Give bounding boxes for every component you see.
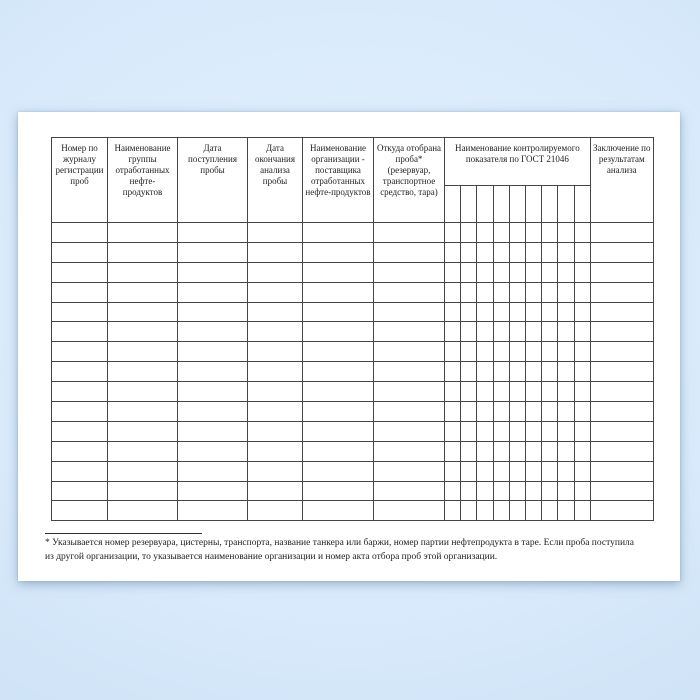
body-cell <box>178 501 248 521</box>
body-cell <box>590 302 653 322</box>
indicator-subheader-cell <box>525 186 541 223</box>
body-cell <box>303 501 374 521</box>
body-cell <box>374 282 445 302</box>
body-cell <box>525 242 541 262</box>
body-cell <box>525 282 541 302</box>
body-cell <box>303 223 374 243</box>
body-cell <box>178 362 248 382</box>
body-cell <box>493 382 509 402</box>
body-cell <box>477 481 493 501</box>
body-cell <box>52 382 108 402</box>
body-cell <box>52 461 108 481</box>
body-cell <box>590 342 653 362</box>
body-cell <box>525 421 541 441</box>
body-cell <box>525 302 541 322</box>
body-cell <box>477 501 493 521</box>
body-cell <box>558 362 574 382</box>
body-cell <box>509 223 525 243</box>
body-cell <box>590 322 653 342</box>
body-cell <box>374 342 445 362</box>
header-cell-analysis-end-date: Дата окончания анализа пробы <box>248 138 303 223</box>
table-row <box>52 441 654 461</box>
body-cell <box>590 282 653 302</box>
body-cell <box>558 262 574 282</box>
body-cell <box>542 382 558 402</box>
body-cell <box>542 262 558 282</box>
body-cell <box>525 362 541 382</box>
body-cell <box>590 481 653 501</box>
body-cell <box>108 421 178 441</box>
body-cell <box>178 223 248 243</box>
body-cell <box>445 501 461 521</box>
body-cell <box>178 382 248 402</box>
body-cell <box>590 382 653 402</box>
body-cell <box>477 441 493 461</box>
body-cell <box>493 441 509 461</box>
body-cell <box>525 223 541 243</box>
table-row <box>52 223 654 243</box>
body-cell <box>52 501 108 521</box>
body-cell <box>542 282 558 302</box>
body-cell <box>445 302 461 322</box>
body-cell <box>558 481 574 501</box>
body-cell <box>108 342 178 362</box>
body-cell <box>108 402 178 422</box>
body-cell <box>477 223 493 243</box>
body-cell <box>574 421 590 441</box>
body-cell <box>542 481 558 501</box>
body-cell <box>574 342 590 362</box>
body-cell <box>461 322 477 342</box>
indicator-subheader-cell <box>509 186 525 223</box>
body-cell <box>374 382 445 402</box>
table-row <box>52 342 654 362</box>
body-cell <box>461 441 477 461</box>
body-cell <box>248 402 303 422</box>
indicator-subheader-cell <box>558 186 574 223</box>
body-cell <box>374 441 445 461</box>
body-cell <box>477 382 493 402</box>
table-row <box>52 501 654 521</box>
body-cell <box>108 242 178 262</box>
body-cell <box>303 461 374 481</box>
body-cell <box>525 322 541 342</box>
body-cell <box>477 322 493 342</box>
body-cell <box>374 262 445 282</box>
body-cell <box>445 382 461 402</box>
body-cell <box>590 242 653 262</box>
body-cell <box>461 461 477 481</box>
body-cell <box>558 421 574 441</box>
body-cell <box>445 342 461 362</box>
body-cell <box>178 481 248 501</box>
body-cell <box>445 242 461 262</box>
body-cell <box>461 242 477 262</box>
body-cell <box>542 402 558 422</box>
body-cell <box>248 342 303 362</box>
body-cell <box>445 461 461 481</box>
table-row <box>52 362 654 382</box>
body-cell <box>509 282 525 302</box>
body-cell <box>558 501 574 521</box>
body-cell <box>525 441 541 461</box>
body-cell <box>248 242 303 262</box>
body-cell <box>445 322 461 342</box>
body-cell <box>52 262 108 282</box>
body-cell <box>52 322 108 342</box>
table-row <box>52 402 654 422</box>
body-cell <box>445 362 461 382</box>
body-cell <box>445 402 461 422</box>
body-cell <box>178 242 248 262</box>
indicator-subheader-cell <box>574 186 590 223</box>
table-header-row <box>52 138 654 186</box>
body-cell <box>493 481 509 501</box>
body-cell <box>590 223 653 243</box>
body-cell <box>303 262 374 282</box>
body-cell <box>525 481 541 501</box>
body-cell <box>542 362 558 382</box>
indicator-subheader-cell <box>461 186 477 223</box>
body-cell <box>52 342 108 362</box>
body-cell <box>477 302 493 322</box>
body-cell <box>461 223 477 243</box>
body-cell <box>303 382 374 402</box>
body-cell <box>477 242 493 262</box>
body-cell <box>303 342 374 362</box>
body-cell <box>108 382 178 402</box>
body-cell <box>108 262 178 282</box>
body-cell <box>525 402 541 422</box>
body-cell <box>303 282 374 302</box>
body-cell <box>509 342 525 362</box>
body-cell <box>445 262 461 282</box>
body-cell <box>248 421 303 441</box>
body-cell <box>178 402 248 422</box>
samples-registration-table <box>51 137 654 521</box>
header-cell-receipt-date: Дата поступления пробы <box>178 138 248 223</box>
body-cell <box>509 461 525 481</box>
body-cell <box>558 402 574 422</box>
body-cell <box>108 282 178 302</box>
body-cell <box>542 223 558 243</box>
body-cell <box>542 302 558 322</box>
body-cell <box>178 282 248 302</box>
body-cell <box>374 302 445 322</box>
body-cell <box>477 461 493 481</box>
header-cell-product-group: Наименование группы отработанных нефте-продуктов <box>108 138 178 223</box>
body-cell <box>493 342 509 362</box>
body-cell <box>461 262 477 282</box>
body-cell <box>108 362 178 382</box>
body-cell <box>461 342 477 362</box>
body-cell <box>445 421 461 441</box>
header-cell-conclusion: Заключение по результатам анализа <box>590 138 653 223</box>
body-cell <box>509 242 525 262</box>
body-cell <box>590 262 653 282</box>
body-cell <box>248 441 303 461</box>
body-cell <box>509 481 525 501</box>
body-cell <box>558 322 574 342</box>
table-row <box>52 382 654 402</box>
body-cell <box>108 441 178 461</box>
body-cell <box>178 342 248 362</box>
body-cell <box>558 282 574 302</box>
body-cell <box>493 262 509 282</box>
body-cell <box>108 481 178 501</box>
body-cell <box>445 481 461 501</box>
table-row <box>52 302 654 322</box>
body-cell <box>374 402 445 422</box>
body-cell <box>574 362 590 382</box>
body-cell <box>178 421 248 441</box>
body-cell <box>52 441 108 461</box>
body-cell <box>108 322 178 342</box>
header-cell-sample-number: Номер по журналу регистрации проб <box>52 138 108 223</box>
body-cell <box>52 362 108 382</box>
body-cell <box>248 501 303 521</box>
body-cell <box>590 441 653 461</box>
body-cell <box>303 362 374 382</box>
body-cell <box>542 322 558 342</box>
indicator-subheader-cell <box>477 186 493 223</box>
body-cell <box>574 481 590 501</box>
body-cell <box>509 441 525 461</box>
body-cell <box>303 322 374 342</box>
header-cell-supplier-organization: Наименование организации - поставщика отработанных нефте-продуктов <box>303 138 374 223</box>
footnote-separator <box>45 533 202 534</box>
body-cell <box>558 342 574 362</box>
body-cell <box>574 382 590 402</box>
body-cell <box>525 501 541 521</box>
body-cell <box>558 302 574 322</box>
body-cell <box>52 481 108 501</box>
body-cell <box>509 382 525 402</box>
table-row <box>52 461 654 481</box>
body-cell <box>248 461 303 481</box>
body-cell <box>303 402 374 422</box>
body-cell <box>461 402 477 422</box>
body-cell <box>542 461 558 481</box>
body-cell <box>445 282 461 302</box>
body-cell <box>493 421 509 441</box>
body-cell <box>108 223 178 243</box>
body-cell <box>108 501 178 521</box>
body-cell <box>493 362 509 382</box>
body-cell <box>108 461 178 481</box>
body-cell <box>374 362 445 382</box>
body-cell <box>374 461 445 481</box>
body-cell <box>525 262 541 282</box>
body-cell <box>374 481 445 501</box>
body-cell <box>374 421 445 441</box>
body-cell <box>178 461 248 481</box>
body-cell <box>52 421 108 441</box>
body-cell <box>374 223 445 243</box>
body-cell <box>52 223 108 243</box>
body-cell <box>558 223 574 243</box>
body-cell <box>542 342 558 362</box>
body-cell <box>574 402 590 422</box>
footnote-text: * Указывается номер резервуара, цистерны, транспорта, название танкера или баржи, номер партии нефтепродукта в таре. Если проба поступила из другой организации, то указывается наименование организации и номер акта отбора проб этой организации. <box>45 538 634 562</box>
indicator-subheader-cell <box>445 186 461 223</box>
body-cell <box>52 282 108 302</box>
table-row <box>52 262 654 282</box>
body-cell <box>52 402 108 422</box>
body-cell <box>590 402 653 422</box>
body-cell <box>477 342 493 362</box>
body-cell <box>525 461 541 481</box>
body-cell <box>461 382 477 402</box>
body-cell <box>477 282 493 302</box>
body-cell <box>509 322 525 342</box>
body-cell <box>461 362 477 382</box>
body-cell <box>574 441 590 461</box>
body-cell <box>248 302 303 322</box>
body-cell <box>374 501 445 521</box>
body-cell <box>574 242 590 262</box>
body-cell <box>445 441 461 461</box>
body-cell <box>461 481 477 501</box>
body-cell <box>542 421 558 441</box>
indicator-subheader-cell <box>542 186 558 223</box>
body-cell <box>445 223 461 243</box>
body-cell <box>303 481 374 501</box>
body-cell <box>509 402 525 422</box>
body-cell <box>590 362 653 382</box>
body-cell <box>461 421 477 441</box>
body-cell <box>590 501 653 521</box>
body-cell <box>248 223 303 243</box>
body-cell <box>248 382 303 402</box>
table-row <box>52 421 654 441</box>
body-cell <box>542 242 558 262</box>
body-cell <box>525 342 541 362</box>
body-cell <box>178 262 248 282</box>
body-cell <box>509 302 525 322</box>
body-cell <box>178 302 248 322</box>
body-cell <box>558 382 574 402</box>
body-cell <box>574 262 590 282</box>
body-cell <box>374 322 445 342</box>
table-row <box>52 282 654 302</box>
body-cell <box>509 262 525 282</box>
body-cell <box>108 302 178 322</box>
body-cell <box>574 322 590 342</box>
body-cell <box>574 501 590 521</box>
table-row <box>52 322 654 342</box>
body-cell <box>303 441 374 461</box>
body-cell <box>574 461 590 481</box>
body-cell <box>558 461 574 481</box>
indicator-subheader-cell <box>493 186 509 223</box>
body-cell <box>542 501 558 521</box>
body-cell <box>493 322 509 342</box>
footnote <box>45 533 639 564</box>
body-cell <box>525 382 541 402</box>
table-row <box>52 481 654 501</box>
body-cell <box>574 302 590 322</box>
body-cell <box>509 501 525 521</box>
body-cell <box>461 501 477 521</box>
header-cell-sample-source: Откуда отобрана проба* (резервуар, транспортное средство, тара) <box>374 138 445 223</box>
body-cell <box>477 362 493 382</box>
body-cell <box>248 262 303 282</box>
body-cell <box>477 402 493 422</box>
body-cell <box>574 282 590 302</box>
body-cell <box>590 421 653 441</box>
body-cell <box>374 242 445 262</box>
body-cell <box>461 282 477 302</box>
body-cell <box>248 481 303 501</box>
body-cell <box>477 421 493 441</box>
body-cell <box>590 461 653 481</box>
body-cell <box>493 242 509 262</box>
body-cell <box>248 322 303 342</box>
body-cell <box>178 322 248 342</box>
body-cell <box>303 242 374 262</box>
body-cell <box>558 242 574 262</box>
body-cell <box>477 262 493 282</box>
body-cell <box>461 302 477 322</box>
body-cell <box>509 421 525 441</box>
body-cell <box>509 362 525 382</box>
document-page <box>18 112 680 581</box>
body-cell <box>493 501 509 521</box>
header-cell-indicator-group: Наименование контролируемого показателя по ГОСТ 21046 <box>445 138 591 186</box>
body-cell <box>558 441 574 461</box>
body-cell <box>493 402 509 422</box>
body-cell <box>574 223 590 243</box>
body-cell <box>52 302 108 322</box>
body-cell <box>542 441 558 461</box>
table-row <box>52 242 654 262</box>
body-cell <box>493 223 509 243</box>
body-cell <box>303 302 374 322</box>
body-cell <box>178 441 248 461</box>
body-cell <box>248 362 303 382</box>
body-cell <box>303 421 374 441</box>
body-cell <box>493 461 509 481</box>
body-cell <box>493 282 509 302</box>
body-cell <box>52 242 108 262</box>
body-cell <box>493 302 509 322</box>
body-cell <box>248 282 303 302</box>
